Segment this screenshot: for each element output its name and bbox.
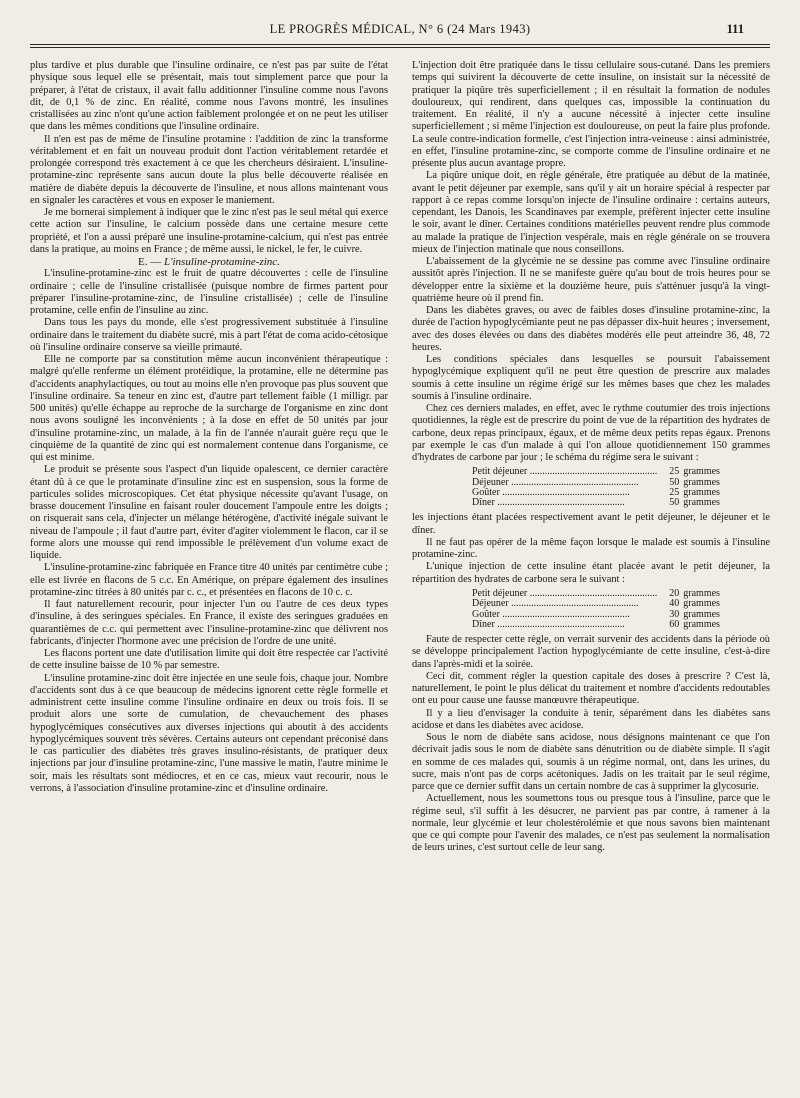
meal-name: Dîner ..... — [472, 498, 657, 508]
meal-name: Déjeuner ..... — [472, 478, 657, 488]
paragraph: Faute de respecter cette règle, on verrait survenir des accidents dans la période où se développe principalement l'action hypoglycémiante de cette insuline, c'est-à-dire dans l'après-midi et la soirée. — [412, 634, 770, 670]
paragraph: L'unique injection de cette insuline étant placée avant le petit déjeuner, la répartition des hydrates de carbone sera le suivant : — [412, 561, 770, 585]
schedule-row — [472, 467, 743, 477]
paragraph: Il ne faut pas opérer de la même façon lorsque le malade est soumis à l'insuline protamine-zinc. — [412, 536, 770, 561]
paragraph: Chez ces derniers malades, en effet, avec le rythme coutumier des trois injections quotidiennes, la règle est de prescrire du point de vue de la répartition des hydrates de carbone, deux repas principaux, égaux, et de même deux petits repas égaux. Prenons par exemple le cas d'un malade à qui l'on alloue quotidiennement 150 grammes d'hydrates de carbone par jour ; le schéma du régime sera le suivant : — [412, 403, 770, 463]
paragraph: L'insuline-protamine-zinc est le fruit de quatre découvertes : celle de l'insuline ordinaire ; celle de l'insuline cristallisée (puisque nombre de firmes partent pour préparer l'insuline-protamine-zinc, de l'insuline cristallisée) ; celle de l'insuline protamine, celle enfin de l'insuline au zinc. — [30, 268, 388, 316]
two-column-body — [30, 60, 770, 855]
paragraph: plus tardive et plus durable que l'insuline ordinaire, ce n'est pas par suite de l'état physique sous lequel elle se présentait, mais tout simplement parce que pour la préparer, à l'état de cristaux, il avait fallu additionner l'insuline comme nous l'avons dit, de 0,1 % de zinc. En réalité, comme nous l'avons montré, les insulines cristallisées au zinc n'ont qu'une action faiblement prolongée et on ne peut les utiliser que dans les mêmes conditions que l'insuline ordinaire. — [30, 60, 388, 133]
meal-name: Dîner ..... — [472, 620, 657, 630]
page-number: 111 — [726, 22, 744, 36]
meal-amount: 60 — [669, 618, 680, 630]
meal-unit: grammes — [683, 497, 720, 509]
meal-amount: 50 — [669, 497, 680, 509]
meal-name: Goûter ..... — [472, 610, 657, 620]
meal-amount: 40 — [669, 598, 680, 610]
paragraph: Il faut naturellement recourir, pour injecter l'un ou l'autre de ces deux types d'insuline, à des seringues spéciales. En France, il existe des seringues graduées en quarantièmes de c.c. qui permettent avec l'insuline-protamine-zinc que délivrent nos fabricants, d'injecter l'hormone avec une précision de l'ordre de une unité. — [30, 599, 388, 647]
paragraph: Elle ne comporte par sa constitution même aucun inconvénient thérapeutique : malgré qu'elle renferme un élément protéidique, la protamine, elle ne détermine pas d'accidents anaphylactiques, ou tout au moins elle n'en provoque pas plus souvent que l'insuline ordinaire. Sa teneur en zinc est, d'autre part tellement faible (1 milligr. par 500 unités) qu'elle échappe au reproche de la surcharge de l'organisme en zinc dont nous avons souligné les inconvénients ; à la dose en effet de 50 unités par jour d'insuline protamine-zinc, un malade, à la fin de l'année n'aurait guère reçu que le cinquième de la quantité de zinc qui est normalement contenue dans l'organisme, ce qui est minime. — [30, 354, 388, 463]
meal-unit: grammes — [683, 486, 720, 498]
meal-name: Déjeuner ..... — [472, 599, 657, 609]
paragraph: Dans les diabètes graves, ou avec de faibles doses d'insuline protamine-zinc, la durée de l'action hypoglycémiante peut ne pas dépasser dix-huit heures ; inversement, avec des doses élevées ou dans des diabètes modérés elle peut atteindre 36, 48, 72 heures. — [412, 305, 770, 353]
meal-unit: grammes — [683, 618, 720, 630]
meal-amount: 25 — [669, 466, 680, 478]
running-header — [30, 18, 770, 40]
meal-name: Goûter ..... — [472, 488, 657, 498]
paragraph: L'insuline-protamine-zinc fabriquée en France titre 40 unités par centimètre cube ; elle est livrée en flacons de 5 c.c. En Amérique, on prépare également des insulines protamine-zinc titrées à 80 unités par c. c., et présentées en flacons de 10 c. c. — [30, 562, 388, 598]
paragraph: Je me bornerai simplement à indiquer que le zinc n'est pas le seul métal qui exerce cette action sur l'insuline, le calcium possède dans une certaine mesure cette propriété, et l'on a aussi préparé une insuline-protamine-calcium, qui n'est pas entrée dans la pratique, au moins en France ; de même aussi, le nickel, le fer, le cuivre. — [30, 207, 388, 255]
right-column — [412, 60, 770, 855]
paragraph: Ceci dit, comment régler la question capitale des doses à prescrire ? C'est là, naturellement, le point le plus délicat du traitement et nombre d'accidents redoutables ont eu pour cause une fausse manœuvre thérapeutique. — [412, 670, 770, 707]
header-rule-thin — [30, 47, 770, 48]
paragraph: L'injection doit être pratiquée dans le tissu cellulaire sous-cutané. Dans les premiers temps qui suivirent la découverte de cette insuline, on insistait sur la nécessité de pratiquer la piqûre très superficiellement ; il en résultait la formation de nodules douloureux, qui rendirent, dans quelques cas, impossible la continuation du traitement. En réalité, il n'y a aucune nécessité à injecter cette insuline superficiellement ; si même l'injection est douloureuse, on peut la faire plus profonde. La seule contre-indication formelle, c'est l'injection intra-veineuse : ainsi administrée, en effet, l'insuline protamine-zinc, se comporte comme de l'insuline ordinaire et ne présente plus aucun avantage propre. — [412, 60, 770, 169]
section-letter: E. — — [138, 256, 165, 268]
schedule-row — [472, 620, 743, 630]
paragraph: Il y a lieu d'envisager la conduite à tenir, séparément dans les diabètes sans acidose et dans les diabètes avec acidose. — [412, 707, 770, 731]
paragraph: L'abaissement de la glycémie ne se dessine pas comme avec l'insuline ordinaire aussitôt après l'injection. Il ne se manifeste guère qu'au bout de trois heures pour se développer entre la sixième et la douzième heure, puis s'atténuer jusqu'à la vingt-quatrième heure où il prend fin. — [412, 256, 770, 304]
diet-schedule-table — [472, 589, 743, 630]
paragraph: Il n'en est pas de même de l'insuline protamine : l'addition de zinc la transforme véritablement et en fait un nouveau produit dont l'action véritablement retardée et prolongée correspond très exactement à ce que les chercheurs désiraient. L'insuline-protamine-zinc représente sans aucun doute la plus belle découverte réalisée en matière de diabète depuis la découverte de l'insuline, et nous allons maintenant vous en signaler les caractères et vous en exposer le maniement. — [30, 133, 388, 206]
meal-amount: 25 — [669, 486, 680, 498]
header-rule — [30, 44, 770, 45]
meal-amount: 20 — [669, 587, 680, 599]
meal-unit: grammes — [683, 587, 720, 599]
paragraph: Dans tous les pays du monde, elle s'est progressivement substituée à l'insuline ordinaire dans le traitement du diabète sucré, mis à part l'état de coma acido-cétosique où l'insuline ordinaire conserve sa vieille primauté. — [30, 317, 388, 353]
paragraph: La piqûre unique doit, en règle générale, être pratiquée au début de la matinée, avant le petit déjeuner par exemple, sans qu'il y ait un horaire spécial à respecter par rapport à ce repas comme lorsqu'on injecte de l'insuline ordinaire : certains auteurs, cependant, les Danois, les Scandinaves par exemple, préfèrent injecter cette insuline le soir, avant le dîner. Certaines conditions matérielles peuvent rendre plus commode au malade la pratique de l'injection vespérale, mais en règle générale on se trouvera mieux de l'injection matinale que nous conseillons. — [412, 170, 770, 255]
meal-unit: grammes — [683, 598, 720, 610]
diet-schedule-table — [472, 467, 743, 508]
paragraph: L'insuline protamine-zinc doit être injectée en une seule fois, chaque jour. Nombre d'accidents sont dus à ce que beaucoup de médecins ignorent cette règle formelle et administrent cette insuline comme l'insuline ordinaire en deux ou trois fois. Il se produit alors une sorte de cumulation, de chevauchement des phases hypoglycémiques consécutives aux diverses injections qui aboutit à des accidents hypoglycémiques souvent très sévères. Certains auteurs ont cependant préconisé dans le cas particulier des diabètes très graves insulino-résistants, de pratiquer deux injections par jour d'insuline protamine-zinc, l'une massive le matin, l'autre minime le soir, mais les résultats sont médiocres, et en ce cas, mieux vaut recourir, nous le verrons, à l'association d'insuline protamine-zinc et d'insuline ordinaire. — [30, 672, 388, 794]
meal-amount: 30 — [669, 608, 680, 620]
journal-title: LE PROGRÈS MÉDICAL, N° 6 (24 Mars 1943) — [269, 22, 531, 36]
paragraph: Sous le nom de diabète sans acidose, nous désignons maintenant ce que l'on décrivait jadis sous le nom de diabète sans dénutrition ou de diabète simple. Il s'agit en somme de ces malades qui, soumis à un régime normal, ont, dans les urines, du sucre, mais n'ont pas de corps acétoniques. Jadis on les traitait par le seul régime, parce que ce dernier suffit dans un certain nombre de cas à supprimer la glycosurie. — [412, 732, 770, 793]
section-heading — [30, 256, 388, 268]
paragraph: Les conditions spéciales dans lesquelles se poursuit l'abaissement hypoglycémique expliquent qu'il ne peut être question de prescrire aux malades soumis à cette insuline un régime érigé sur les mêmes bases que chez les malades soumis à l'insuline ordinaire. — [412, 354, 770, 402]
left-column — [30, 60, 388, 855]
schedule-row — [472, 599, 743, 609]
meal-name: Petit déjeuner ..... — [472, 589, 657, 599]
schedule-row — [472, 498, 743, 508]
meal-unit: grammes — [683, 608, 720, 620]
paragraph: Les flacons portent une date d'utilisation limite qui doit être respectée car l'activité de cette insuline baisse de 10 % par semestre. — [30, 648, 388, 672]
paragraph: les injections étant placées respectivement avant le petit déjeuner, le déjeuner et le dîner. — [412, 512, 770, 536]
section-title: L'insuline-protamine-zinc. — [164, 256, 280, 268]
meal-name: Petit déjeuner ..... — [472, 467, 657, 477]
meal-unit: grammes — [683, 466, 720, 478]
paragraph: Actuellement, nous les soumettons tous ou presque tous à l'insuline, parce que le régime seul, s'il suffit à les désucrer, ne parvient pas par contre, à ramener à la normale, leur glycémie et leur cholestérolémie et que nous savons bien maintenant que ce qui compte pour l'avenir des malades, ce n'est pas seulement la normalisation de leurs urines, c'est surtout celle de leur sang. — [412, 793, 770, 854]
meal-unit: grammes — [683, 476, 720, 488]
meal-amount: 50 — [669, 476, 680, 488]
paragraph: Le produit se présente sous l'aspect d'un liquide opalescent, ce dernier caractère étant dû à ce que le protaminate d'insuline zinc est en suspension, sous la forme de particules solides microscopiques. Cet état physique nécessite qu'avant l'usage, on brasse doucement l'insuline en faisant rouler doucement l'ampoule entre les doigts ; on risquerait sans cela, d'injecter un mélange hétérogène, d'activité inégale suivant le niveau de l'ampoule ; il faut d'autre part, éviter d'agiter violemment le flacon, car il se forme alors une mousse qui rend impossible le prélèvement d'un volume exact de liquide. — [30, 464, 388, 561]
